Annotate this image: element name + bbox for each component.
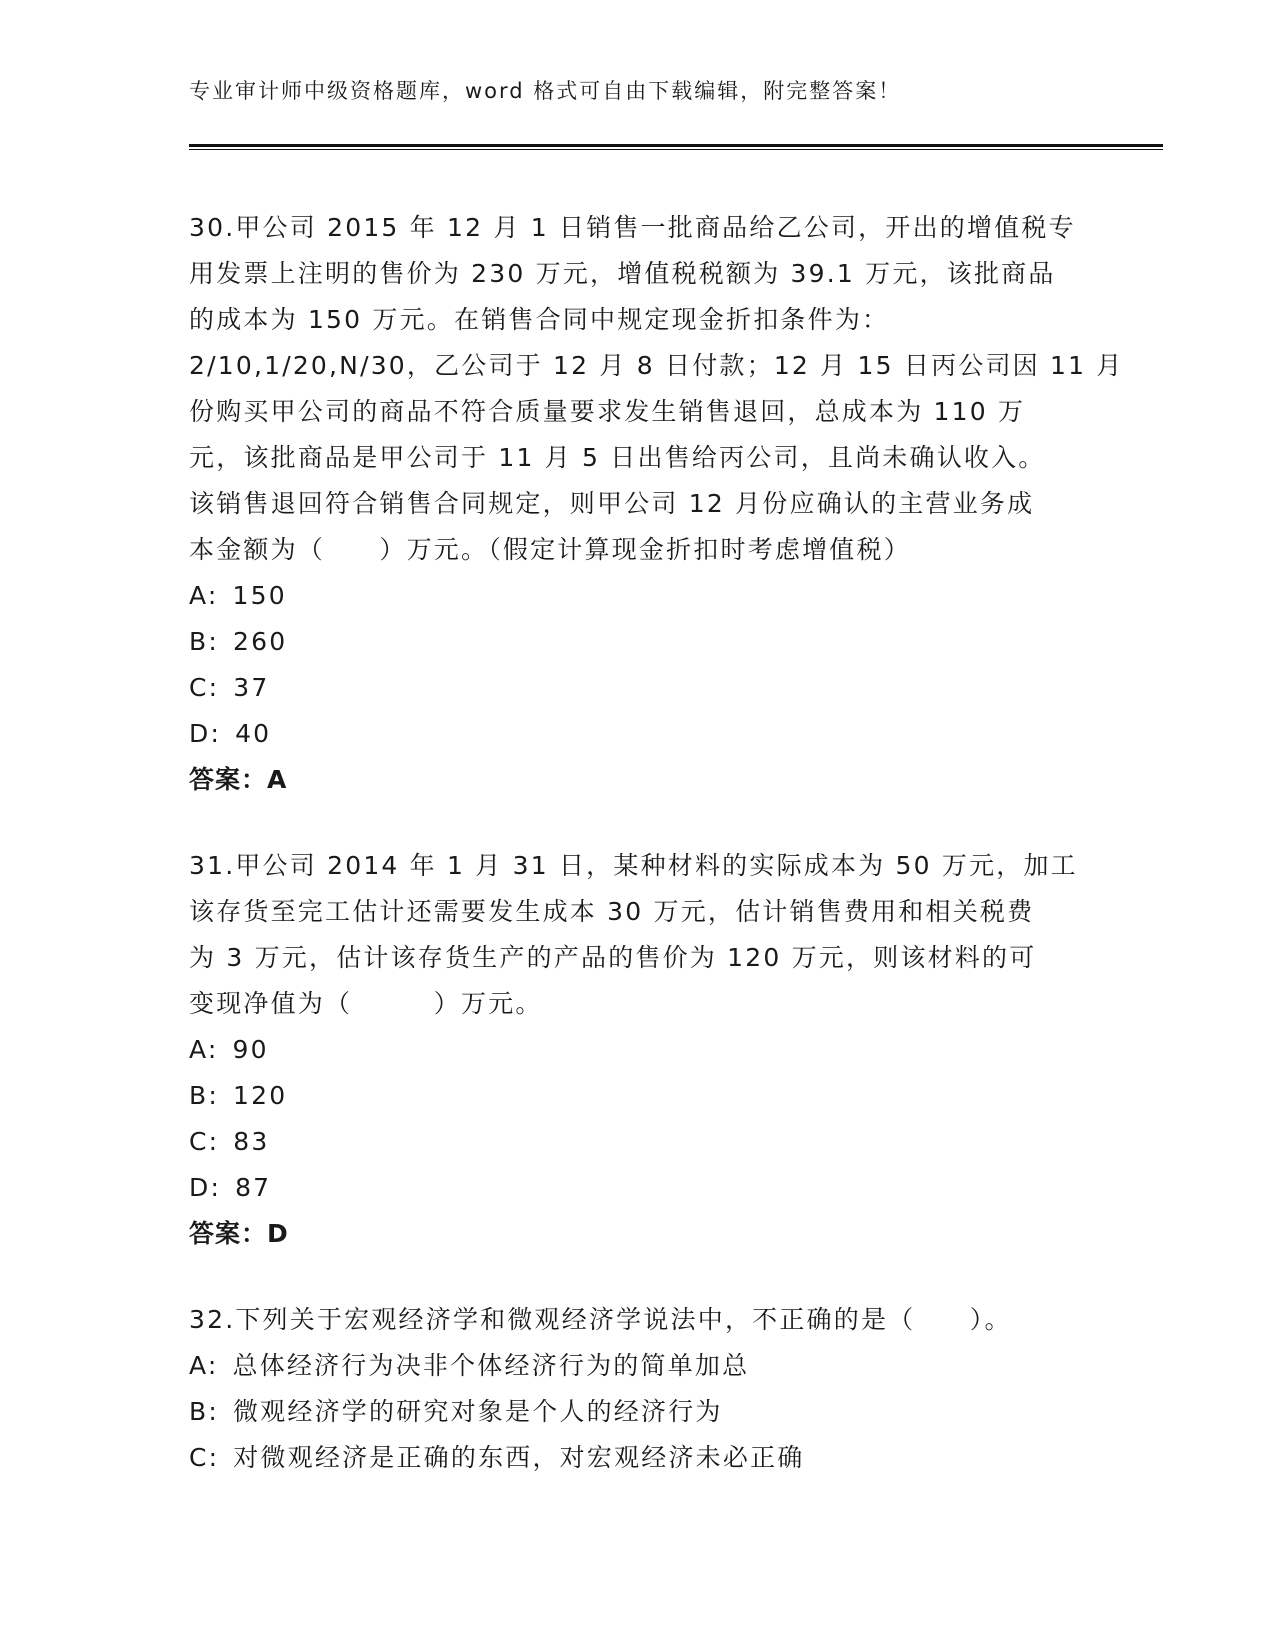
option-b [189,1389,1089,1435]
option-value: 40 [235,719,272,748]
option-value: 90 [232,1035,269,1064]
option-key: D: [189,1173,222,1202]
option-key: C: [189,1443,220,1472]
option-c [189,665,1089,711]
option-value: 总体经济行为决非个体经济行为的简单加总 [232,1351,750,1380]
option-value: 260 [232,627,288,656]
question-31 [189,843,1089,1257]
option-key: B: [189,627,219,656]
option-key: A: [189,1351,219,1380]
option-key: A: [189,581,219,610]
question-text-line: 的成本为 150 万元。在销售合同中规定现金折扣条件为： [189,305,890,334]
option-b [189,619,1089,665]
option-d [189,1165,1089,1211]
option-b [189,1073,1089,1119]
option-c [189,1119,1089,1165]
answer-line: 答案：D [189,1219,289,1248]
question-text-line: 该存货至完工估计还需要发生成本 30 万元，估计销售费用和相关税费 [189,897,1035,926]
option-key: B: [189,1397,219,1426]
option-c [189,1435,1089,1481]
option-key: C: [189,1127,220,1156]
question-text-line: 为 3 万元，估计该存货生产的产品的售价为 120 万元，则该材料的可 [189,943,1037,972]
option-key: B: [189,1081,219,1110]
option-key: D: [189,719,222,748]
question-text-line: 份购买甲公司的商品不符合质量要求发生销售退回，总成本为 110 万 [189,397,1026,426]
option-a [189,1343,1089,1389]
option-value: 37 [233,673,270,702]
question-text-line: 该销售退回符合销售合同规定，则甲公司 12 月份应确认的主营业务成 [189,489,1035,518]
header-divider [189,144,1163,147]
question-text-line: 变现净值为（ ）万元。 [189,989,543,1018]
option-value: 150 [232,581,287,610]
question-32 [189,1297,1089,1481]
question-text-line: 32.下列关于宏观经济学和微观经济学说法中，不正确的是（ ）。 [189,1305,1012,1334]
option-a [189,1027,1089,1073]
option-value: 微观经济学的研究对象是个人的经济行为 [232,1397,723,1426]
question-text-line: 30.甲公司 2015 年 12 月 1 日销售一批商品给乙公司，开出的增值税专 [189,213,1076,242]
question-list [189,205,1124,1521]
option-value: 对微观经济是正确的东西，对宏观经济未必正确 [233,1443,805,1472]
option-a [189,573,1089,619]
option-value: 120 [232,1081,288,1110]
question-text-line: 31.甲公司 2014 年 1 月 31 日，某种材料的实际成本为 50 万元，加工 [189,851,1078,880]
option-d [189,711,1089,757]
answer-line: 答案：A [189,765,288,794]
question-text-line: 2/10,1/20,N/30，乙公司于 12 月 8 日付款；12 月 15 日丙公司因 11 月 [189,351,1124,380]
question-text-line: 元，该批商品是甲公司于 11 月 5 日出售给丙公司，且尚未确认收入。 [189,443,1046,472]
question-30 [189,205,1124,803]
option-key: A: [189,1035,219,1064]
option-key: C: [189,673,220,702]
question-text-line: 本金额为（ ）万元。（假定计算现金折扣时考虑增值税） [189,535,911,564]
question-text-line: 用发票上注明的售价为 230 万元，增值税税额为 39.1 万元，该批商品 [189,259,1056,288]
page-header: 专业审计师中级资格题库，word 格式可自由下载编辑，附完整答案！ [189,79,902,103]
option-value: 83 [233,1127,270,1156]
option-value: 87 [235,1173,272,1202]
